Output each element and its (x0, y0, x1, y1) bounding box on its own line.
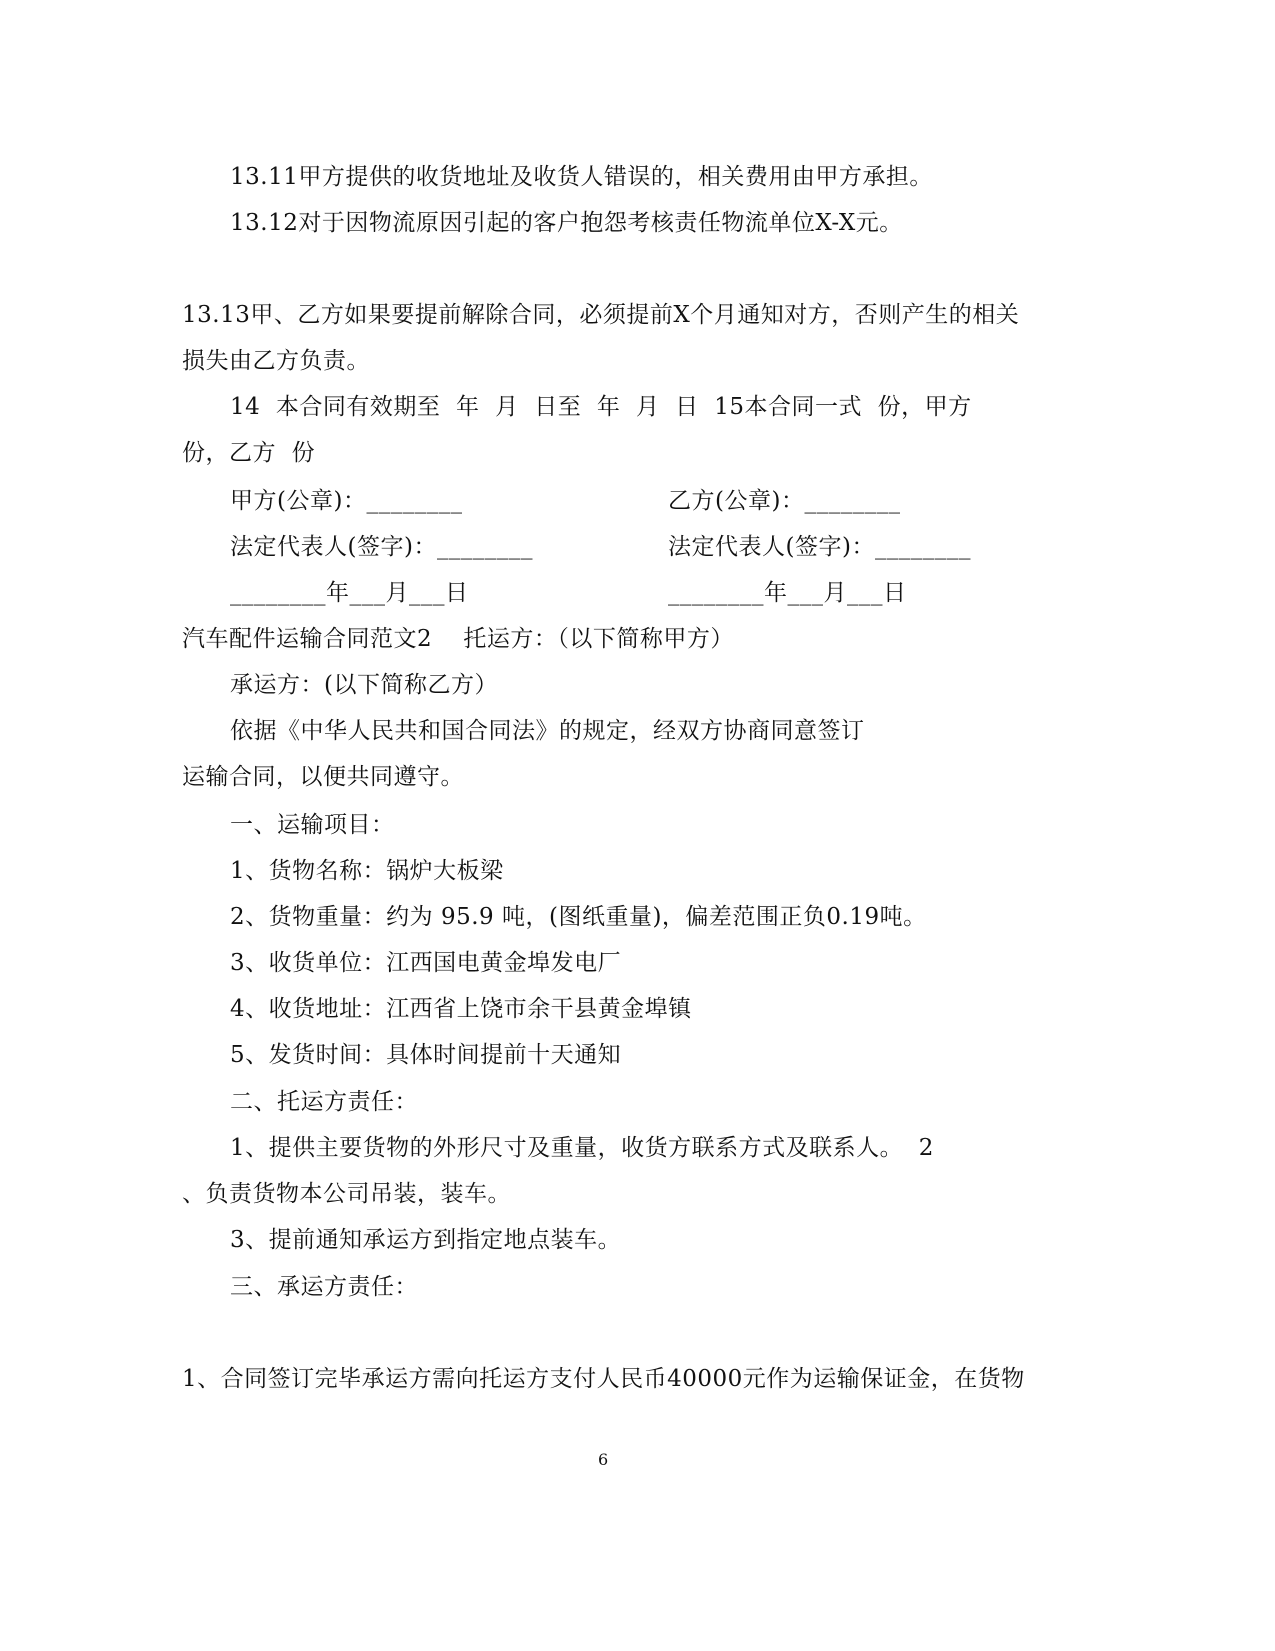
item-goods-name: 1、货物名称：锅炉大板梁 (230, 858, 504, 884)
carrier-duty-1: 1、合同签订完毕承运方需向托运方支付人民币40000元作为运输保证金，在货物 (182, 1366, 1025, 1392)
clause-13-13-continued: 损失由乙方负责。 (182, 348, 370, 374)
shipper-duty-3: 3、提前通知承运方到指定地点装车。 (230, 1227, 622, 1253)
clause-13-12: 13.12对于因物流原因引起的客户抱怨考核责任物流单位X-X元。 (230, 210, 903, 236)
section-transport-items: 一、运输项目： (230, 812, 395, 838)
item-receiver-address: 4、收货地址：江西省上饶市余干县黄金埠镇 (230, 996, 692, 1022)
party-b-representative: 法定代表人(签字)：________ (668, 534, 971, 560)
basis-line-continued: 运输合同，以便共同遵守。 (182, 764, 464, 790)
shipper-duty-1: 1、提供主要货物的外形尺寸及重量，收货方联系方式及联系人。 2 (230, 1135, 934, 1161)
carrier-line: 承运方：(以下简称乙方） (230, 672, 498, 698)
clause-13-11: 13.11甲方提供的收货地址及收货人错误的，相关费用由甲方承担。 (230, 164, 933, 190)
section-shipper-duties: 二、托运方责任： (230, 1089, 418, 1115)
item-receiver-unit: 3、收货单位：江西国电黄金埠发电厂 (230, 950, 622, 976)
sample-title-shipper: 汽车配件运输合同范文2 托运方：（以下简称甲方） (182, 626, 734, 652)
clause-15-continued: 份，乙方 份 (182, 440, 316, 466)
section-carrier-duties: 三、承运方责任： (230, 1274, 418, 1300)
party-b-date: ________年___月___日 (668, 580, 907, 606)
item-goods-weight: 2、货物重量：约为 95.9 吨，(图纸重量)，偏差范围正负0.19吨。 (230, 904, 927, 930)
item-shipping-time: 5、发货时间：具体时间提前十天通知 (230, 1042, 622, 1068)
party-a-seal: 甲方(公章)：________ (230, 488, 463, 514)
clause-14-15: 14 本合同有效期至 年 月 日至 年 月 日 15本合同一式 份，甲方 (230, 394, 972, 420)
party-a-representative: 法定代表人(签字)：________ (230, 534, 533, 560)
party-a-date: ________年___月___日 (230, 580, 469, 606)
basis-line: 依据《中华人民共和国合同法》的规定，经双方协商同意签订 (230, 718, 865, 744)
shipper-duty-2: 、负责货物本公司吊装，装车。 (182, 1181, 511, 1207)
page-number: 6 (598, 1450, 609, 1469)
party-b-seal: 乙方(公章)：________ (668, 488, 901, 514)
clause-13-13: 13.13甲、乙方如果要提前解除合同，必须提前X个月通知对方，否则产生的相关 (182, 302, 1020, 328)
